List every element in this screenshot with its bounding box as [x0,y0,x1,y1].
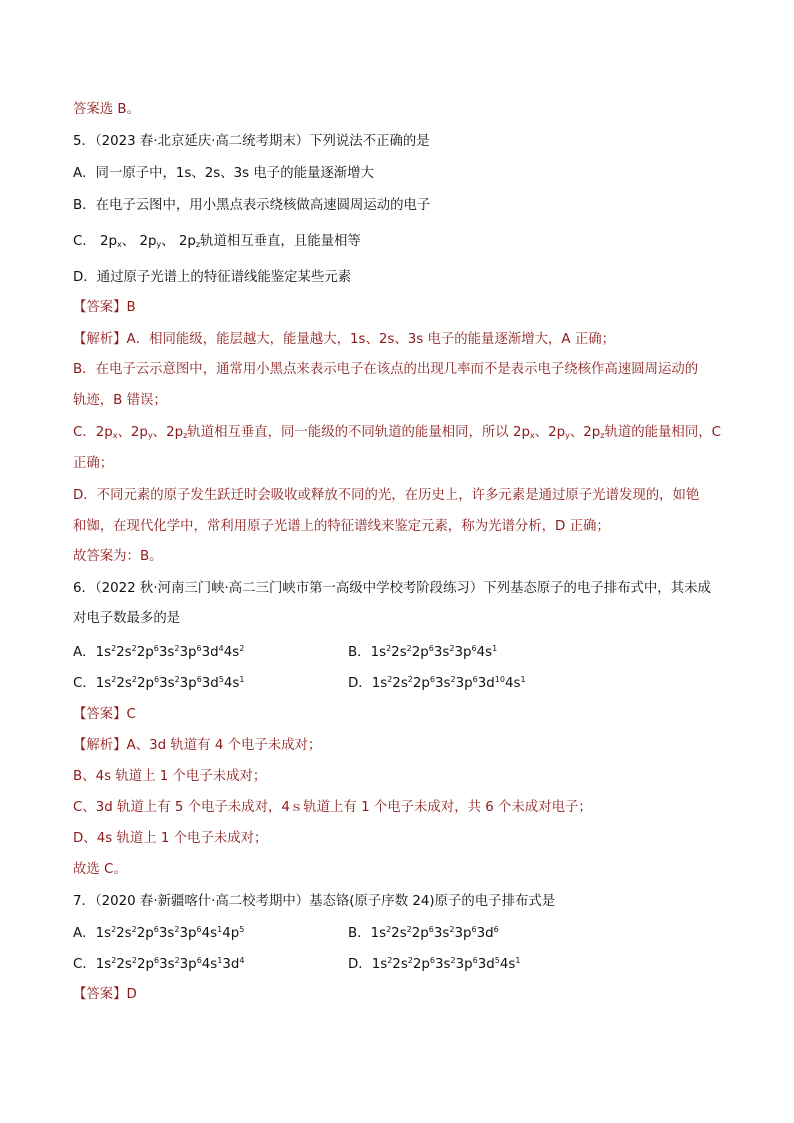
q5-analysis-line1: 【解析】A．相同能级，能层越大，能量越大，1s、2s、3s 电子的能量逐渐增大，A 正确； [73,332,615,347]
q5-conclusion: 故答案为：B。 [73,549,163,564]
q5-analysis-line6: D．不同元素的原子发生跃迁时会吸收或释放不同的光，在历史上，许多元素是通过原子光谱发现的，如铯 [73,488,700,503]
q5-option-d: D．通过原子光谱上的特征谱线能鉴定某些元素 [73,270,352,285]
q5-analysis-line2: B．在电子云示意图中，通常用小黑点来表示电子在该点的出现几率而不是表示电子绕核作高速圆周运动的 [73,362,699,377]
q7-option-c: C．$1s^22s^22p^63s^23p^64s^13d^4$ [73,956,245,972]
q5-analysis-line3: 轨迹，B 错误； [73,393,167,408]
q6-analysis-line3: C、3d 轨道上有 5 个电子未成对，4ｓ轨道上有 1 个电子未成对，共 6 个未成对电子； [73,800,592,815]
q6-analysis-line1: 【解析】A、3d 轨道有 4 个电子未成对； [73,738,322,753]
q7-stem: 7．（2020 春·新疆喀什·高二校考期中）基态铬(原子序数 24)原子的电子排布式是 [73,894,556,909]
q5-option-c: C． $2p_x$、 $2p_y$、 $2p_z$轨道相互垂直，且能量相等 [73,234,361,249]
q6-stem-line2: 对电子数最多的是 [73,611,181,626]
q4-conclusion: 答案选 B。 [73,102,141,117]
q7-option-d: D．$1s^22s^22p^63s^23p^63d^54s^1$ [348,956,521,972]
q6-stem-line1: 6．（2022 秋·河南三门峡·高二三门峡市第一高级中学校考阶段练习）下列基态原子的电子排布式中，其未成 [73,581,711,596]
q5-option-a: A．同一原子中，1s、2s、3s 电子的能量逐渐增大 [73,166,374,181]
q6-analysis-line2: B、4s 轨道上 1 个电子未成对； [73,769,267,784]
q6-option-b: B．$1s^22s^22p^63s^23p^64s^1$ [348,644,498,660]
q5-stem: 5．（2023 春·北京延庆·高二统考期末）下列说法不正确的是 [73,134,430,149]
q6-analysis-line4: D、4s 轨道上 1 个电子未成对； [73,831,268,846]
q7-option-a: A．$1s^22s^22p^63s^23p^64s^14p^5$ [73,925,245,941]
q6-conclusion: 故选 C。 [73,862,127,877]
q5-option-b: B．在电子云图中，用小黑点表示绕核做高速圆周运动的电子 [73,198,431,213]
q5-answer: 【答案】B [73,300,136,315]
q6-option-c: C．$1s^22s^22p^63s^23p^63d^54s^1$ [73,675,245,691]
q6-option-a: A．$1s^22s^22p^63s^23p^63d^44s^2$ [73,644,245,660]
q7-answer: 【答案】D [73,987,137,1002]
q6-option-d: D．$1s^22s^22p^63s^23p^63d^{10}4s^1$ [348,675,526,691]
q6-answer: 【答案】C [73,707,136,722]
q5-analysis-line4: C．$2p_x$、$2p_y$、$2p_z$轨道相互垂直，同一能级的不同轨道的能量相同，所以 $2p_x$、$2p_y$、$2p_z$轨道的能量相同，C [73,425,721,440]
q5-analysis-line7: 和铷，在现代化学中，常利用原子光谱上的特征谱线来鉴定元素，称为光谱分析，D 正确； [73,519,610,534]
q7-option-b: B．$1s^22s^22p^63s^23p^63d^6$ [348,925,499,941]
q5-analysis-line5: 正确； [73,456,114,471]
